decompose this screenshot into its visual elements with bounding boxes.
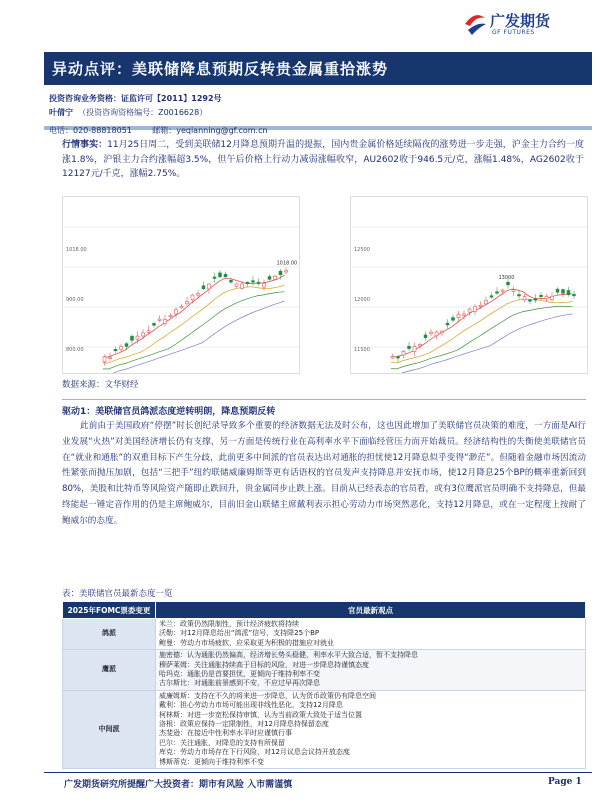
table-group-label: 中间派	[63, 690, 156, 768]
candle-body	[279, 271, 282, 275]
official-view: 鲍曼：劳动力市场疲软，应采取更为积极的措施应对就业	[159, 638, 334, 647]
candle-body	[402, 351, 405, 355]
phone: 电话：020-88818051	[49, 126, 132, 135]
candle-body	[424, 335, 427, 338]
analyst-number: （投资咨询资格编号：Z0016628）	[78, 108, 208, 117]
table-views-cell	[156, 619, 586, 650]
official-view: 洛根：政策应保持一定限制性，对12月降息持保留态度	[159, 720, 329, 729]
moving-average-line	[391, 306, 573, 369]
moving-average-line	[391, 314, 573, 373]
candle-body	[479, 305, 482, 307]
candle-body	[463, 314, 466, 316]
candle-body	[224, 274, 227, 277]
table-header-views: 官员最新观点	[156, 602, 586, 619]
axis-label: 900.00	[66, 297, 84, 303]
candle-body	[263, 283, 266, 287]
candle-body	[147, 331, 150, 333]
candle-body	[175, 310, 178, 314]
table-header-committee: 2025年FOMC票委变更	[63, 602, 156, 619]
peak-label: 13000	[498, 274, 515, 281]
table-row	[63, 619, 586, 650]
candle-body	[523, 297, 526, 300]
official-view: 巴尔：关注通胀，对降息的支持有所保留	[159, 738, 285, 747]
logo-subtext: GF FUTURES	[492, 29, 535, 36]
table-group-label: 鹰派	[63, 650, 156, 691]
analyst-name: 叶倩宁	[49, 108, 73, 117]
candle-body	[109, 357, 112, 359]
official-view: 施密德：认为通胀仍然偏高，经济增长势头稳健，利率水平大致合适，暂不支持降息	[159, 651, 418, 660]
candle-body	[490, 296, 493, 298]
candle-body	[120, 346, 123, 349]
candle-body	[496, 292, 499, 294]
candle-body	[468, 309, 471, 312]
email: 邮箱：yeqianning@gf.com.cn	[152, 126, 268, 135]
fomc-officials-table	[62, 601, 586, 769]
market-facts-label: 行情事实：	[62, 140, 108, 150]
candle-body	[408, 346, 411, 348]
candle-body	[556, 289, 559, 292]
candle-body	[164, 319, 167, 323]
qualification: 投资咨询业务资格：证监许可【2011】1292号	[49, 94, 222, 103]
candle-body	[285, 270, 288, 272]
candle-body	[180, 306, 183, 308]
candle-body	[573, 294, 576, 296]
official-view: 戴利：担心劳动力市场可能出现非线性恶化，支持12月降息	[159, 701, 343, 710]
candle-body	[186, 301, 189, 303]
candle-body	[452, 318, 455, 321]
candle-body	[191, 295, 194, 300]
official-view: 米兰：政策仍然限制性，预计经济疲软将持续	[159, 620, 299, 628]
table-views-cell	[156, 690, 586, 768]
official-view: 库克：劳动力市场存在下行风险，对12月议息会议持开放态度	[159, 748, 350, 757]
candle-body	[114, 349, 117, 351]
candle-body	[446, 323, 449, 325]
candle-body	[153, 323, 156, 325]
axis-label: 800.00	[66, 347, 84, 353]
candle-body	[230, 280, 233, 282]
candle-body	[391, 357, 394, 359]
official-view: 哈玛克：通胀仍是首要担忧，更倾向于维持利率不变	[159, 670, 320, 679]
axis-label: 12500	[354, 247, 370, 253]
candle-body	[512, 290, 515, 292]
candle-body	[567, 290, 570, 294]
table-header-row	[63, 602, 586, 619]
candle-body	[208, 284, 211, 289]
candle-body	[562, 290, 565, 294]
candle-body	[441, 331, 444, 333]
candle-body	[252, 281, 255, 283]
candle-body	[131, 336, 134, 340]
official-view: 沃勒：对12月降息给出“鸽派”信号，支持降25个BP	[159, 629, 320, 638]
section-divider	[62, 399, 586, 400]
official-view: 杰斐逊：在接近中性利率水平时应谨慎行事	[159, 729, 292, 738]
candle-body	[169, 315, 172, 317]
table-row	[63, 650, 586, 691]
table-group-label: 鸽派	[63, 619, 156, 650]
market-facts-text: 11月25日周二，受到美联储12月降息预期升温的提振，国内贵金属价格延续隔夜的涨势进一步走强，沪金主力合约一度涨1.8%，沪银主力合约涨幅超3.5%，但午后价格上行动力减弱涨幅收窄，AU2602收于946.5元/克，涨幅1.48%，AG2602收于12127元/千克，涨幅2.75%。	[62, 140, 584, 179]
candle-body	[142, 333, 145, 336]
candle-body	[274, 276, 277, 279]
candle-body	[507, 282, 510, 285]
official-view: 柯林斯：对进一步宽松保持审慎，认为当前政策大致处于适当位置	[159, 710, 362, 719]
candle-body	[485, 300, 488, 304]
candle-body	[413, 346, 416, 351]
footer-rule	[44, 772, 592, 773]
risk-warning: 广发期货研究所提醒广大投资者：期市有风险 入市需谨慎	[64, 780, 293, 790]
table-views-cell	[156, 650, 586, 691]
gold-kline-svg	[63, 197, 299, 373]
candle-body	[268, 277, 271, 280]
candle-body	[430, 332, 433, 334]
candle-body	[529, 300, 532, 302]
analyst-line	[49, 107, 207, 118]
candle-body	[197, 294, 200, 296]
data-source: 数据来源：文华财经	[62, 380, 139, 390]
moving-average-line	[391, 299, 573, 363]
candle-body	[397, 357, 400, 359]
logo-mark-icon	[462, 10, 488, 36]
candle-body	[235, 284, 238, 286]
candle-body	[125, 344, 128, 347]
contact-line	[49, 125, 268, 136]
candle-body	[246, 282, 249, 284]
table-row	[63, 690, 586, 768]
candle-body	[474, 307, 477, 312]
candle-body	[241, 284, 244, 289]
candle-body	[501, 290, 504, 292]
market-facts	[62, 138, 584, 182]
logo-text: 广发期货	[490, 12, 551, 30]
candle-body	[435, 332, 438, 336]
official-view: 古尔斯比：对通胀前景感到不安，不应过早再次降息	[159, 679, 320, 688]
title-bar	[44, 52, 592, 85]
axis-label: 12000	[354, 297, 370, 303]
candle-body	[534, 299, 537, 301]
section-body: 此前由于美国政府“停摆”时长创纪录导致多个重要的经济数据无法及时公布，这也因此增加了美联储官员决策的难度，一方面是AI行业发展“火热”对美国经济增长仍有支撑，另一方面是传统行业在高利率水平下面临经营压力而开始裁员。经济结构性的失衡使美联储官员在“就业和通胀”的双重目标下产生分歧，此前更多中间派的官员表达出对通胀的担忧使12月降息似乎变得“渺茫”。但随着金融市场因流动性紧张而抛压加剧，包括“三把手”纽约联储威廉姆斯等更有话语权的官员发声支持降息并安抚市场，使12月降息25个BP的概率重新回到80%，美股和比特币等风险资产随即止跌回升，贵金属同步止跌上涨。目前从已经表态的官员看，或有3位鹰派官员明确不支持降息，但最终能起一锤定音作用的仍是主席鲍威尔，目前旧金山联储主席戴利表示担心劳动力市场突然恶化，支持12月降息，或在一定程度上按耐了鲍威尔的态度。	[62, 421, 586, 526]
axis-label: 11500	[354, 347, 370, 353]
candle-body	[518, 294, 521, 296]
silver-kline-chart	[350, 196, 588, 374]
candle-body	[419, 344, 422, 346]
page-title: 异动点评：美联储降息预期反转贵金属重拾涨势	[52, 60, 389, 78]
candle-body	[136, 336, 139, 339]
candle-body	[202, 286, 205, 289]
candle-body	[551, 296, 554, 300]
moving-average-line	[103, 292, 285, 369]
official-view: 穆萨莱姆：关注通胀持续高于目标的风险，对进一步降息持谨慎态度	[159, 660, 369, 669]
table-caption: 表：美联储官员最新态度一览	[62, 589, 173, 599]
company-logo	[462, 10, 592, 40]
peak-label: 1018.00	[276, 260, 298, 267]
candle-body	[457, 314, 460, 317]
official-view: 威廉姆斯：支持在不久的将来进一步降息，认为货币政策仍有降息空间	[159, 691, 376, 700]
page-number: Page 1	[548, 777, 582, 787]
axis-label: 1018.00	[66, 247, 87, 253]
candle-body	[545, 297, 548, 299]
gold-kline-chart	[62, 196, 300, 374]
candle-body	[219, 273, 222, 277]
candle-body	[540, 295, 543, 297]
candle-body	[103, 357, 106, 362]
candle-body	[257, 282, 260, 284]
official-view: 博斯蒂克：更倾向于维持利率不变	[159, 757, 264, 766]
section-title: 驱动1：美联储官员鸽派态度逆转明朗，降息预期反转	[62, 407, 276, 417]
candle-body	[158, 319, 161, 321]
candle-body	[213, 277, 216, 279]
silver-kline-svg	[351, 197, 587, 373]
moving-average-line	[103, 301, 285, 373]
